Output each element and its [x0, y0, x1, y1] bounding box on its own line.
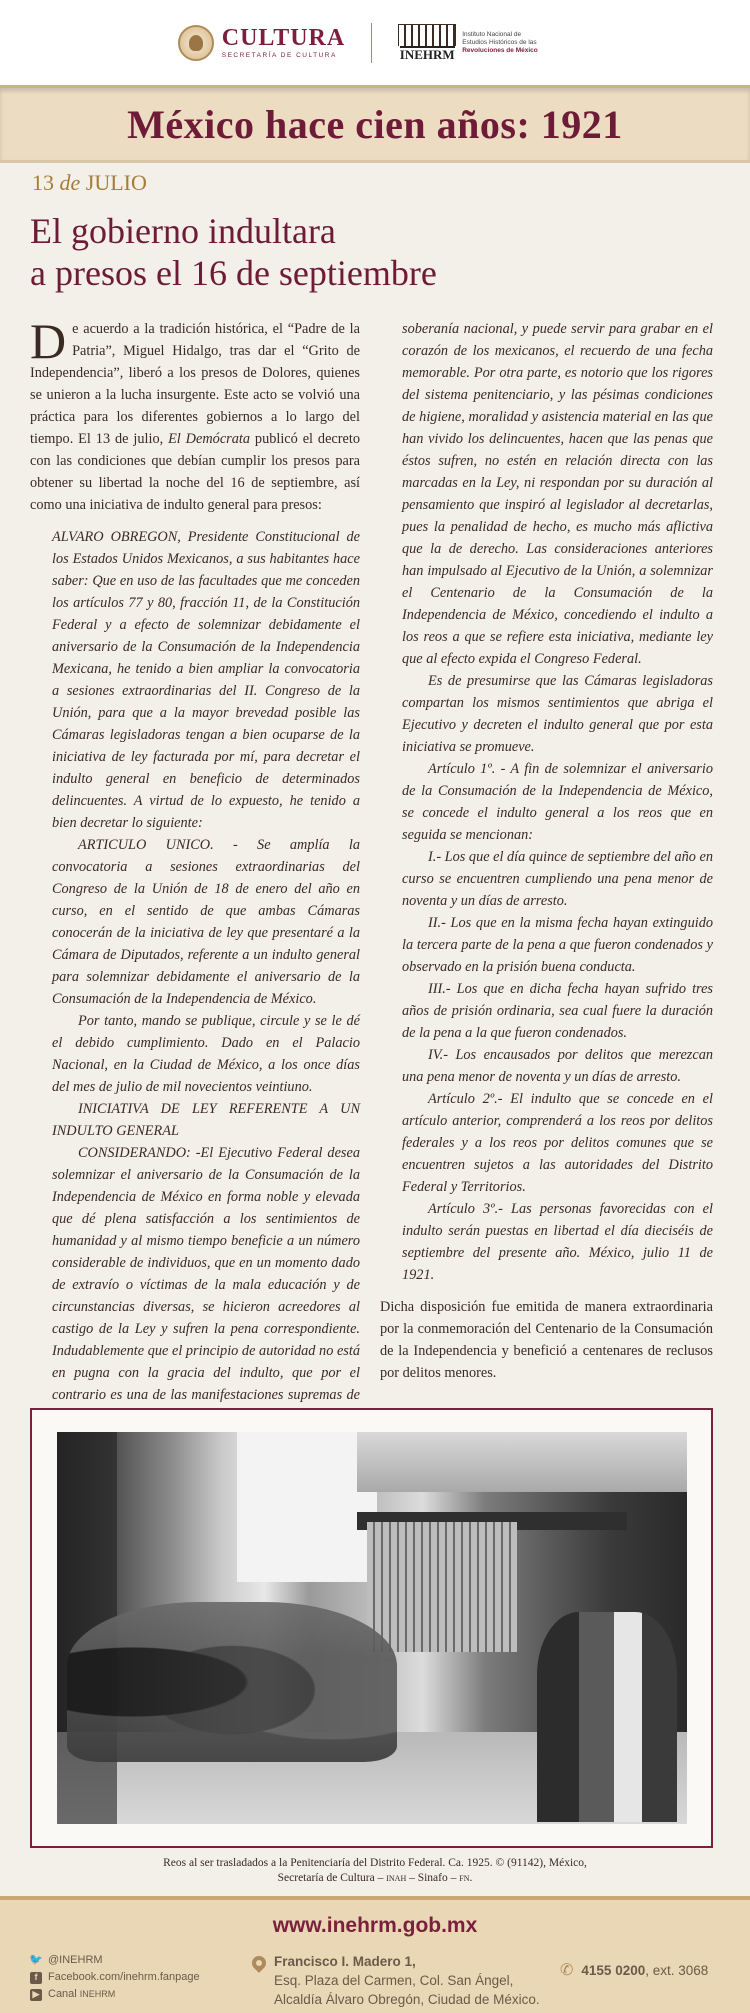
header [0, 0, 750, 85]
decree-item-4: IV.- Los encausados por delitos que merezcan una pena menor de noventa y un días de arresto. [402, 1047, 713, 1085]
newspaper-name: El Demócrata [168, 431, 251, 447]
decree-paragraph-3: Por tanto, mando se publique, circule y se le dé el debido cumplimiento. Dado en el Palacio Nacional, en la Ciudad de México, a los once días del mes de julio de mil novecientos veintiuno. [52, 1013, 360, 1095]
decree-item-1: I.- Los que el día quince de septiembre del año en curso se encuentren cumpliendo una pena menor de noventa y un días de arresto. [402, 849, 713, 909]
decree-article-1: Artículo 1º. - A fin de solemnizar el aniversario de la Consumación de la Independencia de México, se concede el indulto general a los reos que en seguida se mencionan: [402, 761, 713, 843]
phone-icon: ✆ [560, 1962, 574, 1979]
article-headline [30, 210, 630, 294]
title-band [0, 85, 750, 163]
website-link[interactable]: www.inehrm.gob.mx [272, 1914, 478, 1937]
caption-inah: inah [386, 1872, 407, 1884]
closing-paragraph: Dicha disposición fue emitida de manera extraordinaria por la conmemoración del Centenario de la Consumación de la Independencia y benefició a centenares de reclusos por delitos menores. [380, 1299, 713, 1381]
decree-item-3: III.- Los que en dicha fecha hayan sufrido tres años de prisión ordinaria, sea cual fuere la duración de la pena a la que fueron condenados. [402, 981, 713, 1041]
facebook-url: Facebook.com/inehrm.fanpage [48, 1971, 200, 1983]
decree-paragraph-7: Es de presumirse que las Cámaras legisladoras compartan los mismos sentimientos que abriga el Ejecutivo y decreten el indulto general que por esta iniciativa se promueve. [402, 673, 713, 755]
inehrm-description [462, 31, 572, 55]
phone-block[interactable] [560, 1960, 708, 1980]
intro-text-b: publicó el decreto con las condiciones que debían cumplir los presos para obtener su libertad la noche del 16 de septiembre, así como una iniciativa de indulto general para presos: [30, 431, 360, 513]
inehrm-desc-line-2: Estudios Históricos de las [462, 38, 537, 46]
article-date [32, 170, 147, 196]
youtube-channel-b: INEHRM [79, 1989, 116, 1999]
location-pin-icon [249, 1953, 269, 1973]
photo-caption [60, 1856, 690, 1886]
headline-line-1: El gobierno indultara [30, 211, 336, 251]
social-links [30, 1952, 200, 2003]
inehrm-building-icon [398, 24, 456, 46]
footer [0, 1896, 750, 2013]
cultura-logo[interactable] [178, 25, 345, 61]
cultura-seal-icon [178, 25, 214, 61]
decree-item-2: II.- Los que en la misma fecha hayan extinguido la tercera parte de la pena a que fueron condenados y observado en la prisión buena conducta. [402, 915, 713, 975]
decree-paragraph-6: soberanía nacional, y puede servir para grabar en el corazón de los mexicanos, el recuerdo de una fecha memorable. Por otra parte, es notorio que los rigores del sistema penitenciario, y las pésimas condiciones de higiene, moralidad y asistencia material en las que han vivido los delincuentes, hacen que las penas que éstos sufren, no estén en relación directa con las marcadas en la Ley, ni respondan por su duración al pensamiento que inspiró al legislador al decretarlas, pues la penalidad de hecho, es mucho más aflictiva que la de derecho. Las consideraciones anteriores han impulsado al Ejecutivo de la Unión, a solemnizar el Centenario de la Consumación de la Independencia de México, concediendo el indulto a los reos a que se refiere esta iniciativa, mediante ley que al efecto expida el Congreso Federal. [402, 321, 713, 667]
decree-paragraph-4: INICIATIVA DE LEY REFERENTE A UN INDULTO GENERAL [52, 1101, 360, 1139]
phone-number: 4155 0200 [581, 1962, 646, 1978]
caption-fn: fn [459, 1872, 470, 1884]
cultura-subtitle: SECRETARÍA DE CULTURA [221, 52, 337, 59]
date-month: JULIO [85, 170, 147, 195]
decree-article-2: Artículo 2º.- El indulto que se concede en el artículo anterior, comprenderá a los reos por delitos federales y a los reos por delitos comunes que se encuentren sujetos a las autoridades del Distrito Federal y Territorios. [402, 1091, 713, 1195]
address-line-2: Esq. Plaza del Carmen, Col. San Ángel, [274, 1973, 514, 1988]
article-column-left [30, 313, 360, 1428]
address-street: Francisco I. Madero 1, [274, 1954, 416, 1969]
twitter-icon: 🐦 [29, 1954, 43, 1966]
address-block [252, 1952, 540, 2009]
photo-frame [30, 1408, 713, 1848]
phone-extension: , ext. 3068 [645, 1962, 709, 1978]
inehrm-logo[interactable] [398, 24, 572, 62]
facebook-icon: f [30, 1972, 42, 1984]
caption-line-2a: Secretaría de Cultura – [277, 1872, 387, 1884]
address-line-3: Alcaldía Álvaro Obregón, Ciudad de México. [274, 1992, 540, 2007]
caption-line-2b: – Sinafo – [406, 1872, 460, 1884]
inehrm-name: INEHRM [399, 46, 455, 62]
intro-text-a: De acuerdo a la tradición histórica, el “Padre de la Patria”, Miguel Hidalgo, tras dar el “Grito de Independencia”, liberó a los presos de Dolores, quienes se unieron a la lucha insurgente. Este acto se volvió una práctica para los diferentes gobiernos a lo largo del tiempo. El 13 de julio, [30, 313, 360, 447]
cultura-name: CULTURA [221, 25, 346, 51]
twitter-handle: @INEHRM [48, 1954, 103, 1966]
decree-paragraph-5: CONSIDERANDO: -El Ejecutivo Federal desea solemnizar el aniversario de la Consumación de la Independencia de México en forma noble y elevada que dé plena satisfacción a los sentimientos de humanidad y al mismo tiempo beneficie a un número considerable de individuos, que en un momento dado de extravío o víctimas de la mala educación y de circunstancias diversas, se hicieron acreedores al castigo de la Ley y sufren la pena correspondiente. Indudablemente que el principio de autoridad no está en pugna con la gracia del indulto, que por el contrario es una de las manifestaciones supremas de [52, 1145, 360, 1403]
caption-line-1: Reos al ser trasladados a la Penitenciaría del Distrito Federal. Ca. 1925. © (91142), México, [163, 1857, 587, 1869]
intro-paragraph [30, 313, 360, 516]
page-title: México hace cien años: 1921 [127, 101, 623, 147]
youtube-icon: ▶ [30, 1989, 42, 2001]
facebook-link[interactable] [30, 1969, 200, 1986]
twitter-link[interactable] [30, 1952, 200, 1969]
historic-photo[interactable] [57, 1432, 687, 1824]
header-divider [371, 23, 372, 63]
youtube-channel-a: Canal [48, 1988, 80, 2000]
date-de: de [59, 170, 81, 195]
decree-paragraph-1: ALVARO OBREGON, Presidente Constitucional de los Estados Unidos Mexicanos, a sus habitantes hace saber: Que en uso de las facultades que me conceden los artículos 77 y 80, fracción 11, de la Constitución Federal y a efecto de solemnizar debidamente el aniversario de la Consumación de la Independencia Mexicana, he tenido a bien ampliar la convocatoria a sesiones extraordinarias del II. Congreso de la Unión, para que a la mayor brevedad posible las Cámaras legisladoras tengan a bien ocuparse de la iniciativa de ley facturada por mí, para decretar el indulto general en beneficio de determinados delincuentes. A virtud de lo expuesto, he tenido a bien decretar lo siguiente: [52, 529, 360, 831]
article-column-right [380, 318, 713, 1384]
youtube-link[interactable] [30, 1986, 200, 2003]
headline-line-2: a presos el 16 de septiembre [30, 253, 437, 293]
date-day: 13 [32, 170, 54, 195]
decree-article-3: Artículo 3º.- Las personas favorecidas con el indulto serán puestas en libertad el día dieciséis de septiembre del presente año. México, julio 11 de 1921. [402, 1201, 713, 1283]
caption-line-2c: . [469, 1872, 473, 1884]
inehrm-desc-line-3: Revoluciones de México [462, 46, 538, 54]
youtube-channel [48, 1986, 115, 2003]
decree-paragraph-2: ARTICULO UNICO. - Se amplía la convocatoria a sesiones extraordinarias del Congreso de la Unión de 18 de enero del año en curso, en el sentido de que ambas Cámaras conocerán de la iniciativa de ley que presentaré a la Cámara de Diputados, referente a un indulto general para solemnizar debidamente el aniversario de la Consumación de la Independencia de México. [52, 837, 360, 1007]
inehrm-desc-line-1: Instituto Nacional de [462, 30, 522, 38]
